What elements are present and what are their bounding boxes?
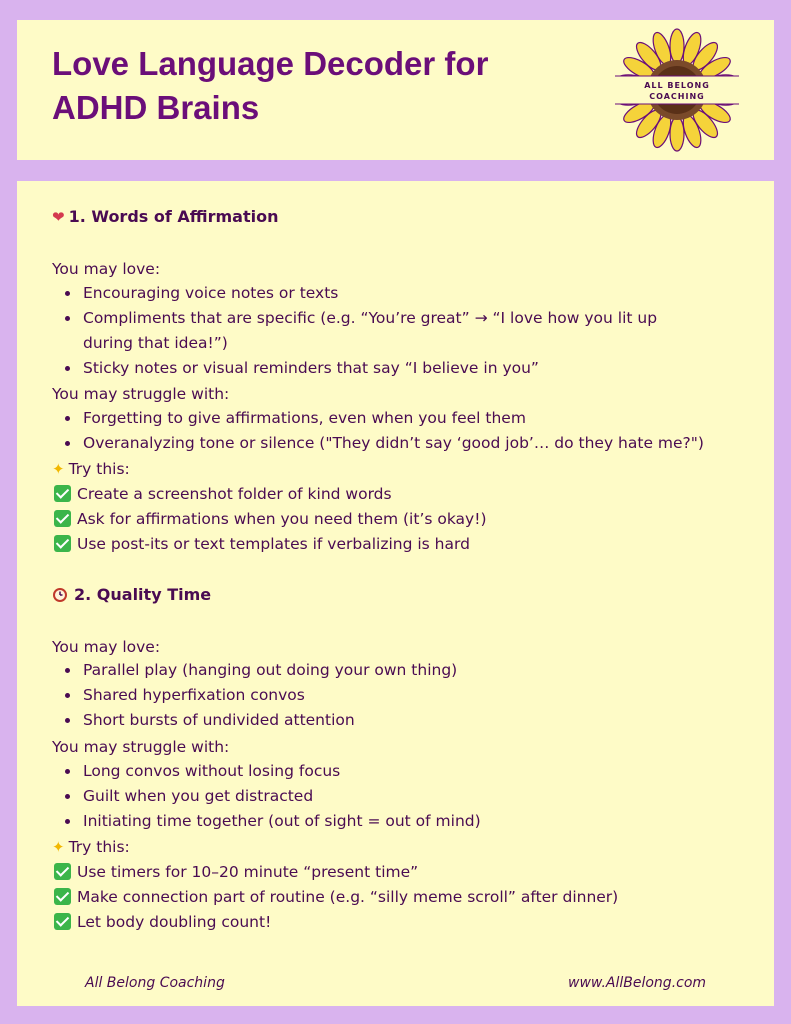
check-item: Let body doubling count!	[54, 911, 271, 933]
struggle-label: You may struggle with:	[52, 738, 230, 756]
list-item: Initiating time together (out of sight = out of mind)	[65, 809, 725, 834]
section-heading: 2. Quality Time	[52, 584, 211, 606]
sparkle-icon: ✦	[52, 838, 65, 856]
sparkle-icon: ✦	[52, 460, 65, 478]
check-icon	[54, 510, 71, 527]
content-panel	[17, 181, 774, 1006]
list-item: Compliments that are specific (e.g. “You’re great” → “I love how you lit up during that idea!”)	[65, 306, 705, 356]
list-item: Short bursts of undivided attention	[65, 708, 725, 733]
page-title: Love Language Decoder for ADHD Brains	[52, 45, 489, 126]
list-item: Sticky notes or visual reminders that say “I believe in you”	[65, 356, 725, 381]
list-item: Shared hyperfixation convos	[65, 683, 725, 708]
section-heading: ❤ 1. Words of Affirmation	[52, 207, 279, 226]
struggle-label: You may struggle with:	[52, 385, 230, 403]
check-item: Make connection part of routine (e.g. “silly meme scroll” after dinner)	[54, 886, 618, 908]
try-label: ✦ Try this:	[52, 460, 130, 478]
list-item: Parallel play (hanging out doing your own thing)	[65, 658, 725, 683]
footer-brand: All Belong Coaching	[85, 975, 225, 991]
check-item: Use timers for 10–20 minute “present time”	[54, 861, 418, 883]
heart-icon: ❤	[52, 208, 65, 226]
list-item: Encouraging voice notes or texts	[65, 281, 725, 306]
clock-icon	[52, 586, 68, 602]
love-label: You may love:	[52, 260, 161, 278]
check-icon	[54, 863, 71, 880]
list-item: Forgetting to give affirmations, even when you feel them	[65, 406, 725, 431]
list-item: Overanalyzing tone or silence ("They didn’t say ‘good job’… do they hate me?")	[65, 431, 765, 456]
check-icon	[54, 913, 71, 930]
check-item: Ask for affirmations when you need them (it’s okay!)	[54, 508, 487, 530]
list-item: Guilt when you get distracted	[65, 784, 725, 809]
check-icon	[54, 485, 71, 502]
check-item: Use post-its or text templates if verbalizing is hard	[54, 533, 470, 555]
footer-website: www.AllBelong.com	[568, 975, 707, 991]
logo-text: ALL BELONG COACHING	[644, 81, 710, 101]
check-icon	[54, 888, 71, 905]
love-label: You may love:	[52, 638, 161, 656]
list-item: Long convos without losing focus	[65, 759, 725, 784]
header-panel	[17, 20, 774, 160]
check-item: Create a screenshot folder of kind words	[54, 483, 392, 505]
try-label: ✦ Try this:	[52, 838, 130, 856]
check-icon	[54, 535, 71, 552]
